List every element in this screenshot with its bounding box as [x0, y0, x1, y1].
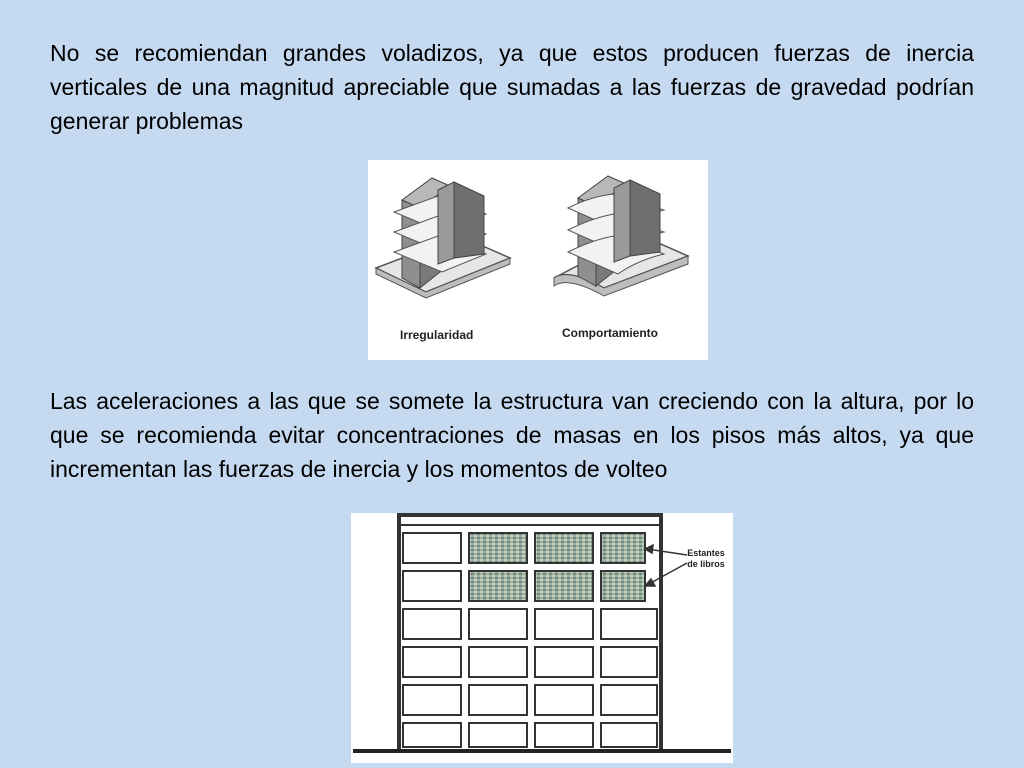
irregularity-figure	[368, 160, 708, 360]
caption-irregularidad: Irregularidad	[400, 328, 474, 342]
irregular-building-drawing	[376, 178, 510, 298]
caption-comportamiento: Comportamiento	[562, 326, 658, 340]
paragraph-accelerations: Las aceleraciones a las que se somete la estructura van creciendo con la altura, por lo que se recomienda evitar concentraciones de masas en los pisos más altos, ya que incrementan las fuerzas de inercia y los momentos de volteo	[50, 388, 974, 482]
bookshelf-cells	[469, 533, 645, 601]
behavior-building-drawing	[554, 176, 688, 296]
label-de-libros: de libros	[687, 559, 725, 569]
label-estantes: Estantes	[687, 548, 725, 558]
paragraph-cantilevers: No se recomiendan grandes voladizos, ya que estos producen fuerzas de inercia verticales de una magnitud apreciable que sumadas a las fuerzas de gravedad podrían generar problemas	[50, 40, 974, 134]
building-frame-drawing	[351, 513, 733, 763]
bookshelf-building-figure	[351, 513, 733, 763]
